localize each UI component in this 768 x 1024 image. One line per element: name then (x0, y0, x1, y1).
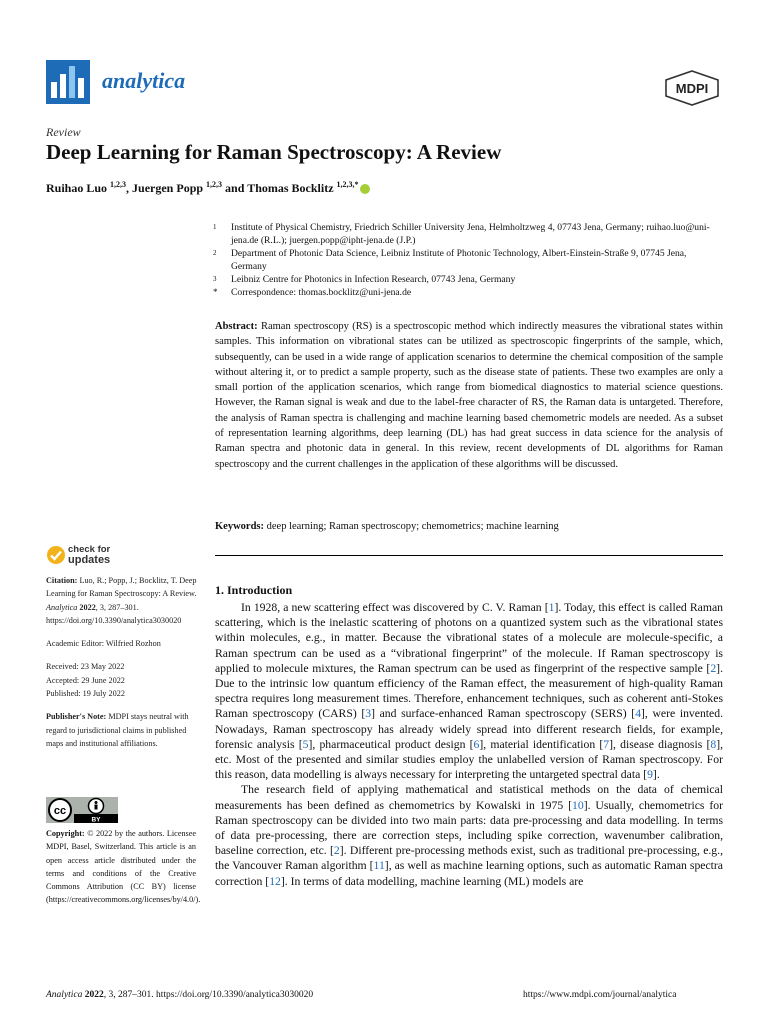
journal-logo-icon (46, 60, 90, 104)
journal-name: analytica (102, 68, 186, 93)
author-affil-sup: 1,2,3 (110, 180, 127, 189)
citation-link[interactable]: 12 (269, 874, 281, 888)
citation-link[interactable]: 1 (548, 601, 555, 614)
accepted-date: Accepted: 29 June 2022 (46, 675, 125, 685)
citation-link[interactable]: 8 (710, 737, 717, 751)
citation-link[interactable]: 2 (333, 844, 340, 858)
author-name: Ruihao Luo (46, 181, 108, 195)
citation-link[interactable]: 4 (635, 707, 642, 721)
paragraph: In 1928, a new scattering effect was discovered by C. V. Raman [1]. Today, this effect is called Raman scattering, which is the inelastic scattering of photons on a quantized system such as the vibrational states within molecules, e.g., in matter. Because the vibrational states of a molecule are molecule-specific, a Raman spectrum can be used as a “vibrational fingerprint” of the molecule. If Raman spectroscopy is applied to molecule mixtures, the Raman spectrum can be used as fingerprint of the respective sample [2]. Due to the intrinsic low quantum efficiency of the Raman effect, the measurement of high-quality Raman spectra requires long measurement times. Therefore, enhancement techniques, such as coherent anti-Stokes Raman spectroscopy (CARS) [3] and surface-enhanced Raman spectroscopy (SERS) [4], were invented. Nowadays, Raman spectroscopy has already widely spread into different research fields, for example, forensic analysis [5], pharmaceutical product design [6], material identification [7], disease diagnosis [8], etc. Most of the presented and similar studies employ the unlabelled version of Raman spectroscopy. For this reason, data modelling is always necessary for interpreting the untargeted spectral data [9]. (215, 601, 724, 782)
keywords (215, 521, 723, 532)
affiliations (213, 221, 723, 299)
affiliation-item: 2 Department of Photonic Data Science, Leibniz Institute of Photonic Technology, Albert-Einstein-Straße 9, 07745 Jena, Germany (213, 248, 687, 272)
check-for-updates-label[interactable]: check for updates (68, 544, 111, 566)
paragraph: The research field of applying mathematical and statistical methods on the data of chemical measurements has been defined as chemometrics by Kowalski in 1975 [10]. Usually, chemometrics for Raman spectroscopy can be divided into two main parts: data pre-processing and data modelling. In terms of data pre-processing, there are correction steps, including spike correction, wavenumber calibration, baseline correction, etc. [2]. Different pre-processing methods exist, such as traditional pre-processing, e.g., the Vancouver Raman algorithm [11], as well as machine learning options, such as automatic Raman spectra correction [12]. In terms of data modelling, machine learning (ML) models are (215, 783, 723, 888)
orcid-icon[interactable] (360, 184, 370, 194)
published-date: Published: 19 July 2022 (46, 689, 125, 699)
svg-text:cc: cc (53, 805, 67, 817)
citation-link[interactable]: 7 (603, 737, 610, 751)
svg-text:BY: BY (91, 816, 101, 823)
author-name: Thomas Bocklitz (247, 181, 334, 195)
citation-link[interactable]: 6 (473, 737, 480, 751)
citation-link[interactable]: 11 (373, 859, 385, 873)
article-type: Review (46, 125, 81, 139)
citation-link[interactable]: 3 (365, 707, 372, 721)
footer-citation: Analytica 2022, 3, 287–301. https://doi.org/10.3390/analytica3030020 (46, 990, 314, 1000)
citation-link[interactable]: 5 (302, 737, 309, 751)
abstract-text: Raman spectroscopy (RS) is a spectroscopic method which indirectly measures the vibrational states within samples. This information on vibrational states can be utilized as spectroscopic fingerprints of the sample, which, subsequently, can be used in a wide range of application scenarios to determine the chemical composition of the sample without altering it, or to predict a sample property, such as the disease state of patients. These two examples are only a small portion of the application scenarios, which range from biomedical diagnostics to material science questions. However, the Raman signal is weak and due to the label-free character of RS, the Raman data is untargeted. Therefore, the analysis of Raman spectra is challenging and machine learning based chemometric models are needed. As a subset of representation learning algorithms, deep learning (DL) has had great success in data science for the analysis of Raman spectra and photonic data in general. In this review, recent developments of DL algorithms for Raman spectroscopy and the current challenges in the application of these algorithms will be discussed. (215, 321, 724, 470)
section-heading: 1. Introduction (215, 583, 293, 597)
copyright-notice: Copyright: © 2022 by the authors. Licensee MDPI, Basel, Switzerland. This article is an open access article distributed under the terms and conditions of the Creative Commons Attribution (CC BY) license (https://creativecommons.org/licenses/by/4.0/). (46, 829, 201, 905)
article-title: Deep Learning for Raman Spectroscopy: A Review (46, 140, 502, 164)
abstract (215, 319, 723, 472)
footer-journal-url[interactable]: https://www.mdpi.com/journal/analytica (523, 990, 677, 1000)
citation-link[interactable]: 2 (710, 661, 717, 675)
author-affil-sup: 1,2,3 (206, 180, 223, 189)
section-divider (215, 555, 723, 556)
cc-by-license-icon[interactable] (46, 797, 118, 823)
mdpi-logo-icon (664, 70, 720, 106)
citation: Citation: Luo, R.; Popp, J.; Bocklitz, T. Deep Learning for Raman Spectroscopy: A Review. Analytica 2022, 3, 287–301. https://doi.org/10.3390/analytica3030020 (46, 576, 197, 625)
author-affil-sup: 1,2,3,* (336, 180, 359, 189)
abstract-label: Abstract: (215, 321, 258, 332)
affiliation-item: 1 Institute of Physical Chemistry, Friedrich Schiller University Jena, Helmholtzweg 4, 07743 Jena, Germany; ruihao.luo@uni-jena.de (R.L.); juergen.popp@ipht-jena.de (J.P.) (213, 222, 710, 246)
citation-link[interactable]: 10 (572, 798, 584, 812)
academic-editor: Academic Editor: Wilfried Rozhon (46, 639, 161, 649)
citation-link[interactable]: 9 (647, 768, 653, 782)
keywords-label: Keywords: (215, 521, 264, 532)
introduction-body (215, 600, 723, 889)
affiliation-item: 3 Leibniz Centre for Photonics in Infection Research, 07743 Jena, Germany (213, 274, 516, 285)
keywords-text: deep learning; Raman spectroscopy; chemometrics; machine learning (266, 521, 559, 532)
author-list: Ruihao Luo $^{1,2,3}$, Juergen Popp $^{1,2,3}$ and Thomas Bocklitz $^{1,2,3,*}$ (46, 180, 370, 196)
sidebar (46, 574, 198, 750)
received-date: Received: 23 May 2022 (46, 662, 125, 672)
check-for-updates-icon[interactable] (46, 545, 66, 565)
publisher-name: MDPI (675, 81, 709, 96)
publisher-note: Publisher's Note: MDPI stays neutral with regard to jurisdictional claims in published maps and institutional affiliations. (46, 712, 189, 748)
author-name: Juergen Popp (132, 181, 204, 195)
affiliation-item: * Correspondence: thomas.bocklitz@uni-jena.de (213, 287, 412, 298)
